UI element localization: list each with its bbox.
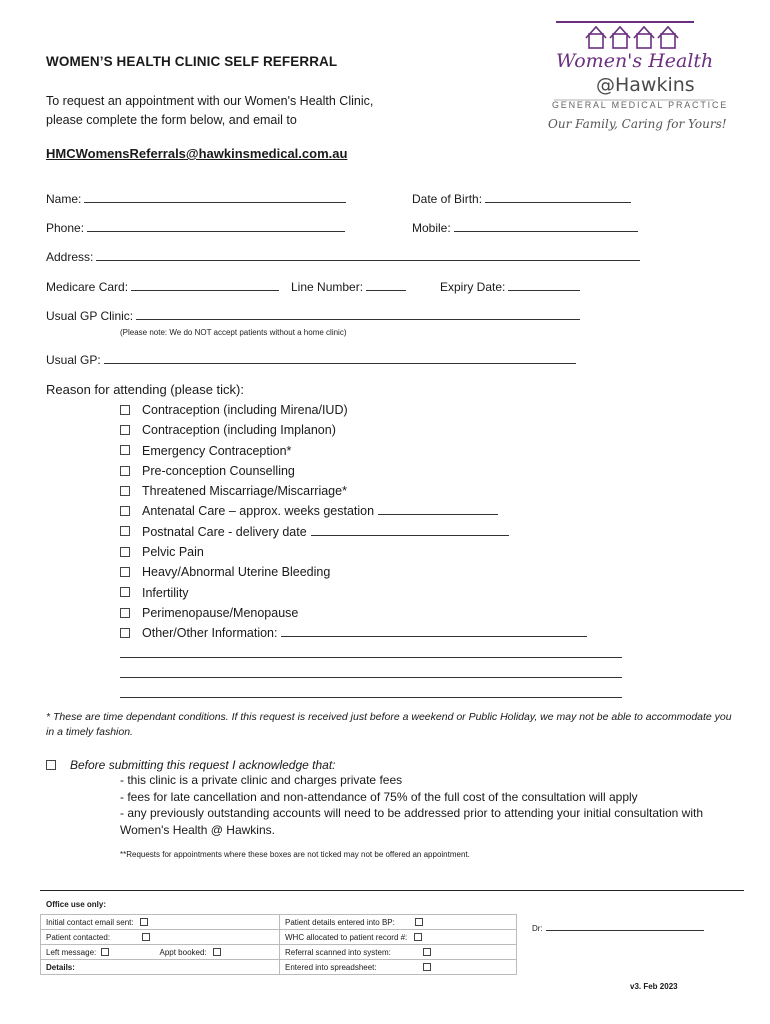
gp-clinic-label: Usual GP Clinic:	[46, 309, 134, 323]
patient-contacted-label: Patient contacted:	[46, 932, 111, 942]
table-cell	[280, 915, 517, 930]
intro-line-1: To request an appointment with our Women's Health Clinic,	[46, 94, 374, 108]
referral-scanned-label: Referral scanned into system:	[285, 947, 391, 957]
checkbox[interactable]	[120, 628, 130, 638]
office-use-label: Office use only:	[46, 900, 107, 909]
reason-heading: Reason for attending (please tick):	[46, 382, 244, 397]
reason-item[interactable]	[120, 542, 587, 562]
name-input-line[interactable]	[84, 192, 346, 203]
version-label: v3. Feb 2023	[630, 982, 678, 991]
dob-label: Date of Birth:	[412, 192, 483, 206]
table-cell	[41, 945, 280, 960]
reason-item[interactable]	[120, 441, 587, 461]
table-cell	[280, 930, 517, 945]
table-row	[41, 945, 517, 960]
medicare-label: Medicare Card:	[46, 280, 129, 294]
reason-item[interactable]	[120, 583, 587, 603]
address-label: Address:	[46, 250, 94, 264]
acknowledgement-heading: Before submitting this request I acknowledge that:	[70, 758, 336, 772]
expiry-input-line[interactable]	[508, 280, 580, 291]
gestation-input-line[interactable]	[378, 504, 498, 515]
dob-field[interactable]	[412, 192, 631, 206]
gp-clinic-input-line[interactable]	[136, 309, 580, 320]
checkbox[interactable]	[120, 425, 130, 435]
reason-item[interactable]	[120, 400, 587, 420]
office-divider	[40, 890, 744, 891]
details-cell[interactable]: Details:	[41, 960, 280, 975]
usual-gp-label: Usual GP:	[46, 353, 101, 367]
reason-item[interactable]	[120, 603, 587, 623]
patient-details-label: Patient details entered into BP:	[285, 917, 395, 927]
table-row	[41, 915, 517, 930]
logo-subtitle: GENERAL MEDICAL PRACTICE	[552, 100, 729, 110]
logo-tagline: Our Family, Caring for Yours!	[548, 117, 727, 131]
patient-contacted-checkbox[interactable]	[142, 933, 150, 941]
other-info-line-3[interactable]	[120, 677, 622, 678]
reason-label: Antenatal Care – approx. weeks gestation	[142, 504, 375, 519]
intro-line-2: please complete the form below, and email to	[46, 113, 297, 127]
referral-email-link[interactable]: HMCWomensReferrals@hawkinsmedical.com.au	[46, 146, 348, 161]
reason-list	[120, 400, 587, 644]
reason-label: Contraception (including Implanon)	[142, 423, 336, 438]
checkbox[interactable]	[120, 608, 130, 618]
medicare-field[interactable]	[46, 280, 279, 294]
acknowledge-checkbox[interactable]	[46, 760, 56, 770]
checkbox[interactable]	[120, 486, 130, 496]
entered-spreadsheet-label: Entered into spreadsheet:	[285, 962, 377, 972]
form-title: WOMEN’S HEALTH CLINIC SELF REFERRAL	[46, 54, 338, 69]
medicare-input-line[interactable]	[131, 280, 279, 291]
checkbox[interactable]	[120, 445, 130, 455]
doctor-field[interactable]	[532, 922, 704, 933]
expiry-label: Expiry Date:	[440, 280, 506, 294]
checkbox[interactable]	[120, 587, 130, 597]
reason-label: Other/Other Information:	[142, 626, 278, 641]
left-message-checkbox[interactable]	[101, 948, 109, 956]
office-use-table	[40, 914, 517, 975]
table-cell	[280, 945, 517, 960]
other-info-line-2[interactable]	[120, 657, 622, 658]
line-number-field[interactable]	[291, 280, 406, 294]
address-field[interactable]	[46, 250, 640, 264]
initial-contact-label: Initial contact email sent:	[46, 917, 134, 927]
line-number-label: Line Number:	[291, 280, 364, 294]
initial-contact-checkbox[interactable]	[140, 918, 148, 926]
table-row	[41, 930, 517, 945]
checkbox[interactable]	[120, 466, 130, 476]
line-number-input-line[interactable]	[366, 280, 406, 291]
reason-item[interactable]	[120, 623, 587, 643]
reason-label: Threatened Miscarriage/Miscarriage*	[142, 484, 347, 499]
reason-item[interactable]	[120, 562, 587, 582]
ack-item-fees: - this clinic is a private clinic and charges private fees	[120, 773, 403, 787]
reason-label: Pre-conception Counselling	[142, 463, 295, 478]
acknowledgement[interactable]	[46, 758, 335, 772]
delivery-date-input-line[interactable]	[311, 525, 509, 536]
checkbox[interactable]	[120, 547, 130, 557]
gp-clinic-field[interactable]	[46, 309, 580, 323]
checkbox[interactable]	[120, 405, 130, 415]
logo-name-line1: Women's Health	[556, 50, 714, 72]
logo-name-line2: @Hawkins	[596, 74, 695, 96]
whc-allocated-checkbox[interactable]	[414, 933, 422, 941]
acknowledgement-items	[120, 772, 720, 838]
reason-item[interactable]	[120, 501, 587, 521]
table-row	[41, 960, 517, 975]
reason-label: Heavy/Abnormal Uterine Bleeding	[142, 565, 331, 580]
gp-clinic-note: (Please note: We do NOT accept patients without a home clinic)	[120, 328, 347, 337]
table-cell	[41, 930, 280, 945]
appt-booked-label: Appt booked:	[159, 947, 207, 957]
reason-label: Pelvic Pain	[142, 545, 204, 560]
checkbox[interactable]	[120, 526, 130, 536]
phone-field[interactable]	[46, 221, 345, 235]
doctor-input-line[interactable]	[546, 922, 704, 931]
houses-icon	[586, 27, 678, 48]
phone-label: Phone:	[46, 221, 85, 235]
ack-item-cancellation: - fees for late cancellation and non-attendance of 75% of the full cost of the consultation will apply	[120, 789, 638, 804]
expiry-field[interactable]	[440, 280, 580, 294]
reason-label: Perimenopause/Menopause	[142, 605, 299, 620]
usual-gp-field[interactable]	[46, 353, 576, 367]
reason-item[interactable]	[120, 522, 587, 542]
other-info-input-line[interactable]	[281, 626, 587, 637]
usual-gp-input-line[interactable]	[104, 353, 576, 364]
left-message-label: Left message:	[46, 947, 97, 957]
table-cell	[41, 915, 280, 930]
dob-input-line[interactable]	[485, 192, 631, 203]
other-info-line-4[interactable]	[120, 697, 622, 698]
address-input-line[interactable]	[96, 250, 640, 261]
acknowledgement-note: **Requests for appointments where these boxes are not ticked may not be offered an appointment.	[120, 850, 470, 859]
reason-label: Contraception (including Mirena/IUD)	[142, 403, 348, 417]
reason-label: Postnatal Care - delivery date	[142, 524, 307, 539]
checkbox[interactable]	[120, 567, 130, 577]
mobile-field[interactable]	[412, 221, 638, 235]
referral-scanned-checkbox[interactable]	[423, 948, 431, 956]
table-cell	[280, 960, 517, 975]
reason-item[interactable]	[120, 420, 587, 440]
time-dependent-footnote: * These are time dependant conditions. If this request is received just before a weekend or Public Holiday, we may not be able to accommodate you in a timely fashion.	[46, 711, 732, 738]
name-field[interactable]	[46, 192, 346, 206]
patient-details-checkbox[interactable]	[415, 918, 423, 926]
whc-allocated-label: WHC allocated to patient record #:	[285, 932, 408, 942]
checkbox[interactable]	[120, 506, 130, 516]
mobile-input-line[interactable]	[454, 221, 638, 232]
doctor-label: Dr:	[532, 924, 543, 933]
reason-item[interactable]	[120, 481, 587, 501]
appt-booked-checkbox[interactable]	[213, 948, 221, 956]
name-label: Name:	[46, 192, 82, 206]
reason-label: Infertility	[142, 585, 189, 600]
mobile-label: Mobile:	[412, 221, 451, 235]
reason-label: Emergency Contraception*	[142, 443, 292, 458]
intro-text	[46, 92, 466, 130]
reason-item[interactable]	[120, 461, 587, 481]
entered-spreadsheet-checkbox[interactable]	[423, 963, 431, 971]
ack-item-accounts: - any previously outstanding accounts will need to be addressed prior to attending your initial consultation with Women's Health @ Hawkins.	[120, 806, 704, 837]
phone-input-line[interactable]	[87, 221, 345, 232]
